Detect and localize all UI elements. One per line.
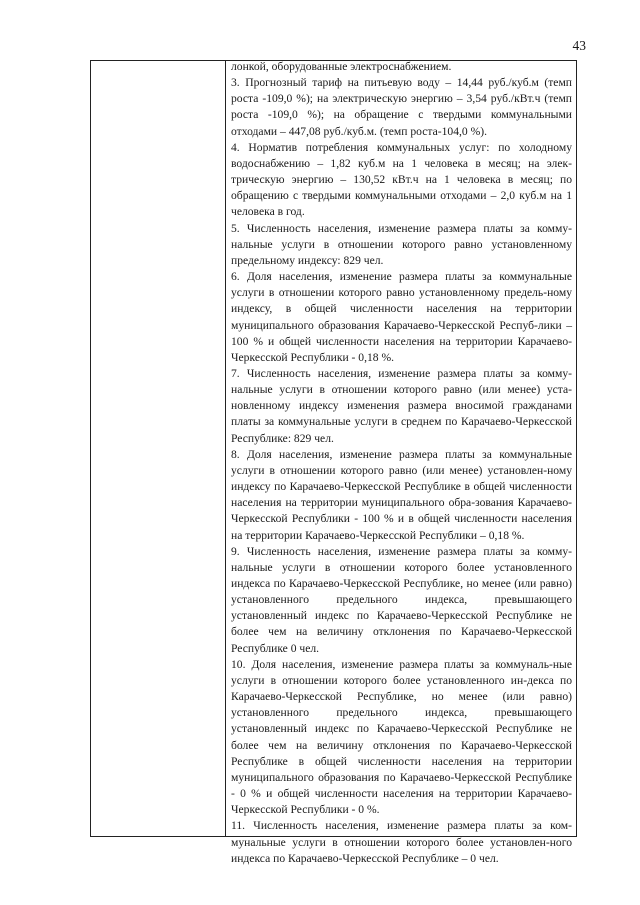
paragraph-item-11: 11. Численность населения, изменение размера платы за ком-мунальные услуги в отношении которого более установлен-ного индекса по Карачаево-Черкесской Республике – 0 чел. (231, 819, 572, 865)
paragraph-item-6: 6. Доля населения, изменение размера платы за коммунальные услуги в отношении которого равно установленному предель-ному индексу, в общей численности населения на территории муниципального образования Карачаево-Черкесской Респуб-лики –100 % и общей численности населения на территории Карачаево-Черкесской Республики - 0,18 %. (231, 270, 572, 364)
paragraph-item-8: 8. Доля населения, изменение размера платы за коммунальные услуги в отношении которого равно (или менее) установлен-ному индексу по Карачаево-Черкесской Республике в общей численности населения на территории муниципального обра-зования Карачаево-Черкесской Республики - 100 % и в общей численности населения на территории Карачаево-Черкесской Республики – 0,18 %. (231, 447, 572, 542)
continuation-text: лонкой, оборудованные электроснабжением. (231, 60, 452, 73)
paragraph-item-9: 9. Численность населения, изменение размера платы за комму-нальные услуги в отношении которого более установленного индекса по Карачаево-Черкесской Республике, но менее (или равно) установленного предельного индекса, превышающего установленный индекс по Карачаево-Черкесской Республике не более чем на величину отклонения по Карачаево-Черкесской Республике 0 чел. (231, 544, 572, 655)
paragraph-item-3: 3. Прогнозный тариф на питьевую воду – 14,44 руб./куб.м (темп роста -109,0 %); на электрическую энергию – 3,54 руб./кВт.ч (темп роста -109,0 %); на обращение с твердыми коммунальными отходами – 447,08 руб./куб.м. (темп роста-104,0 %). (231, 76, 572, 138)
paragraph-item-5: 5. Численность населения, изменение размера платы за комму-нальные услуги в отношении которого равно установленному предельному индексу: 829 чел. (231, 221, 572, 267)
paragraph-item-4: 4. Норматив потребления коммунальных услуг: по холодному водоснабжению – 1,82 куб.м на 1 человека в месяц; на элек-трическую энергию – 130,52 кВт.ч на 1 человека в месяц; по обращению с твердыми коммунальными отходами – 2,0 куб.м на 1 человека в год. (231, 140, 572, 219)
paragraph-item-7: 7. Численность населения, изменение размера платы за комму-нальные услуги в отношении которого равно (или менее) уста-новленному индексу изменения размера вносимой гражданами платы за коммунальные услуги в среднем по Карачаево-Черкесской Республике: 829 чел. (231, 366, 572, 445)
paragraph-item-10: 10. Доля населения, изменение размера платы за коммуналь-ные услуги в отношении которого более установленного ин-декса по Карачаево-Черкесской Республике, но менее (или равно) установленного предельного индекса, превышающего установленный индекс по Карачаево-Черкесской Республике не более чем на величину отклонения по Карачаево-Черкесской Республике в общей численности населения на территории муниципального образования по Карачаево-Черкесской Республике - 0 % и общей численности населения на территории Карачаево-Черкесской Республики - 0 %. (231, 657, 572, 817)
document-table (90, 60, 577, 865)
table-left-column (91, 61, 226, 836)
table-right-column (231, 59, 572, 867)
page-number: 43 (572, 38, 586, 53)
